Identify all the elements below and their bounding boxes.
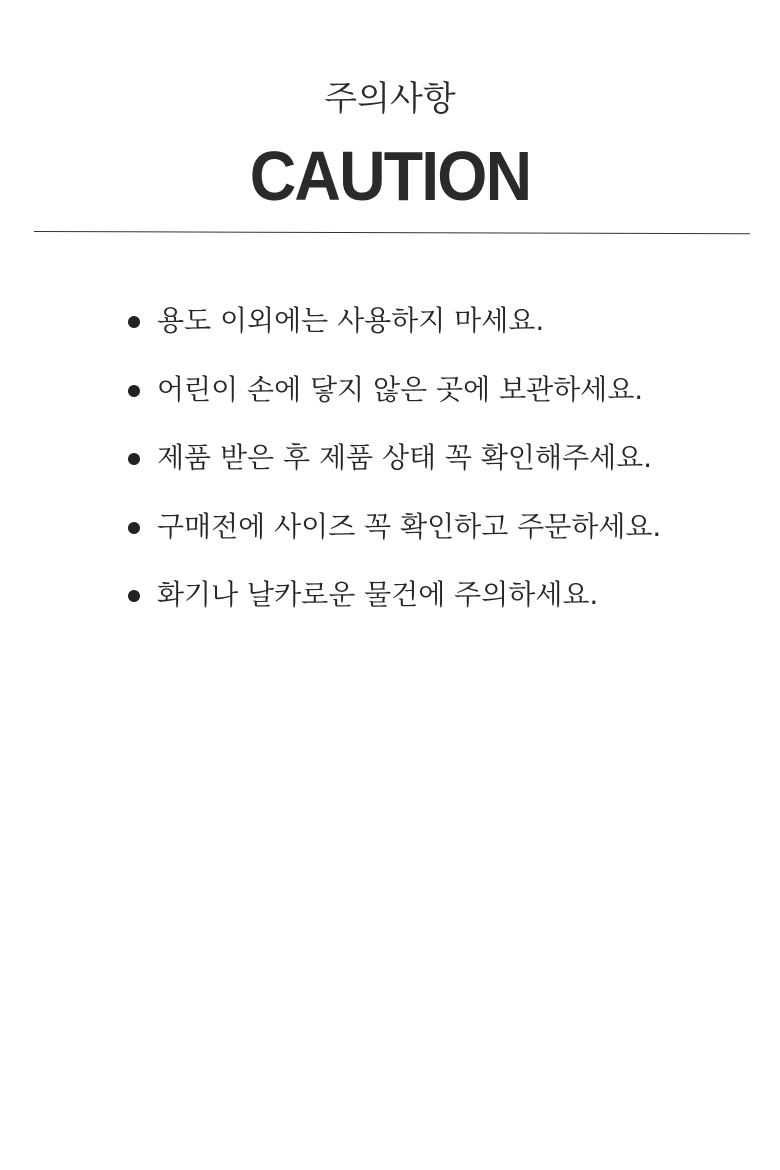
caution-item [128,570,661,639]
caution-item [128,502,661,571]
caution-list [128,296,661,639]
page-title: CAUTION [249,137,531,215]
caution-text: 구매전에 사이즈 꼭 확인하고 주문하세요. [157,509,662,543]
caution-text: 제품 받은 후 제품 상태 꼭 확인해주세요. [157,441,653,474]
bullet-icon [128,522,140,534]
caution-text: 용도 이외에는 사용하지 마세요. [157,304,545,337]
bullet-icon [128,453,140,465]
caution-item [128,365,661,434]
caution-text: 어린이 손에 닿지 않은 곳에 보관하세요. [157,372,644,406]
bullet-icon [128,385,140,397]
caution-text: 화기나 날카로운 물건에 주의하세요. [157,578,599,611]
page-subtitle: 주의사항 [324,79,456,119]
divider [34,231,750,234]
caution-item [128,296,661,365]
bullet-icon [128,590,140,602]
bullet-icon [128,316,140,328]
caution-item [128,433,661,502]
